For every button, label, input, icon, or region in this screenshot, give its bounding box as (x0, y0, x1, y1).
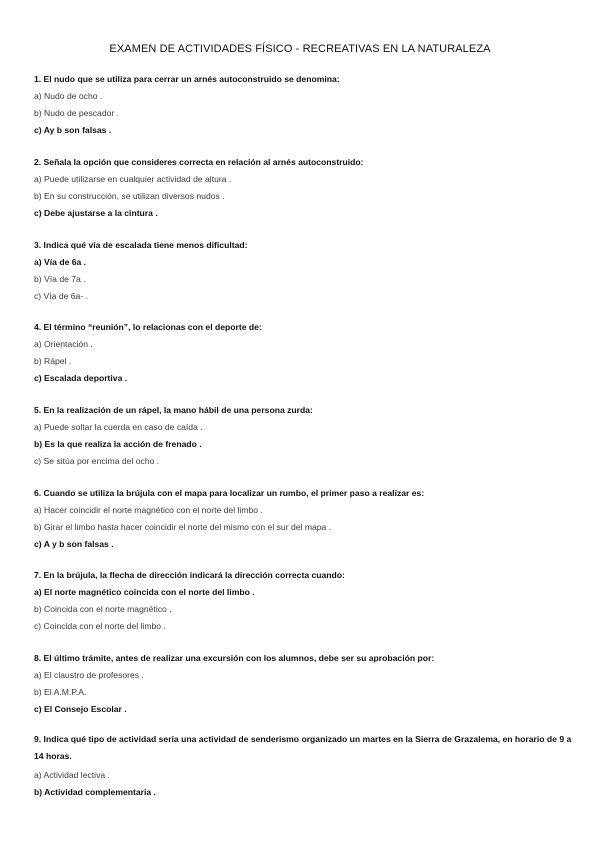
answer-option-b: b) En su construcción, se utilizan diversos nudos . (34, 191, 225, 201)
question-stem: 5. En la realización de un rápel, la mano hábil de una persona zurda: (34, 405, 313, 415)
answer-option-a: a) El claustro de profesores . (34, 670, 144, 680)
answer-option-b: b) El A.M.P.A. (34, 687, 87, 697)
exam-title: EXAMEN DE ACTIVIDADES FÍSICO - RECREATIVAS EN LA NATURALEZA (109, 43, 491, 55)
answer-option-c: c) Escalada deportiva . (34, 373, 128, 383)
answer-option-b: b) Coincida con el norte magnético . (34, 604, 172, 614)
answer-option-a: a) El norte magnético coincida con el norte del limbo . (34, 587, 255, 597)
answer-option-b: b) Rápel . (34, 356, 72, 366)
question-8 (34, 652, 574, 720)
answer-option-c: c) Ay b son falsas . (34, 125, 112, 135)
answer-option-c: c) A y b son falsas . (34, 539, 114, 549)
question-stem: 1. El nudo que se utiliza para cerrar un arnés autoconstruido se denomina: (34, 74, 340, 84)
answer-option-c: c) El Consejo Escolar . (34, 704, 127, 714)
question-1 (34, 73, 574, 141)
question-stem: 7. En la brújula, la flecha de dirección indicará la dirección correcta cuando: (34, 570, 345, 580)
answer-option-b: b) Vía de 7a . (34, 274, 86, 284)
question-9 (34, 731, 574, 803)
answer-option-a: a) Vía de 6a . (34, 257, 87, 267)
answer-option-b: b) Es la que realiza la acción de frenado . (34, 439, 202, 449)
question-stem: 3. Indica qué vía de escalada tiene menos dificultad: (34, 240, 248, 250)
answer-option-a: a) Puede utilizarse en cualquier actividad de altura . (34, 174, 232, 184)
answer-option-b: b) Actividad complementaria . (34, 787, 156, 797)
answer-option-c: c) Debe ajustarse a la cintura . (34, 208, 158, 218)
question-stem: 8. El último trámite, antes de realizar una excursión con los alumnos, debe ser su aprobación por: (34, 653, 435, 663)
answer-option-c: c) Coincida con el norte del limbo . (34, 621, 166, 631)
answer-option-b: b) Nudo de pescador . (34, 108, 120, 118)
question-stem: 9. Indica qué tipo de actividad sería una actividad de senderismo organizado un martes en la Sierra de Grazalema, en horario de 9 a 14 horas. (34, 734, 572, 761)
answer-option-a: a) Hacer coincidir el norte magnético con el norte del limbo . (34, 505, 263, 515)
question-3 (34, 239, 574, 307)
question-stem: 6. Cuando se utiliza la brújula con el mapa para localizar un rumbo, el primer paso a realizar es: (34, 488, 425, 498)
question-4 (34, 321, 574, 389)
question-stem: 2. Señala la opción que consideres correcta en relación al arnés autoconstruido: (34, 157, 364, 167)
answer-option-a: a) Orientación . (34, 339, 93, 349)
question-2 (34, 156, 574, 224)
answer-option-c: c) Se sitúa por encima del ocho . (34, 456, 160, 466)
question-stem: 4. El término “reunión”, lo relacionas con el deporte de: (34, 322, 262, 332)
answer-option-a: a) Nudo de ocho . (34, 91, 103, 101)
answer-option-c: c) Vía de 6a- . (34, 291, 88, 301)
answer-option-a: a) Actividad lectiva . (34, 770, 110, 780)
question-5 (34, 404, 574, 472)
question-6 (34, 487, 574, 555)
question-7 (34, 569, 574, 637)
answer-option-b: b) Girar el limbo hasta hacer coincidir el norte del mismo con el sur del mapa . (34, 522, 332, 532)
answer-option-a: a) Puede soltar la cuerda en caso de caída . (34, 422, 203, 432)
